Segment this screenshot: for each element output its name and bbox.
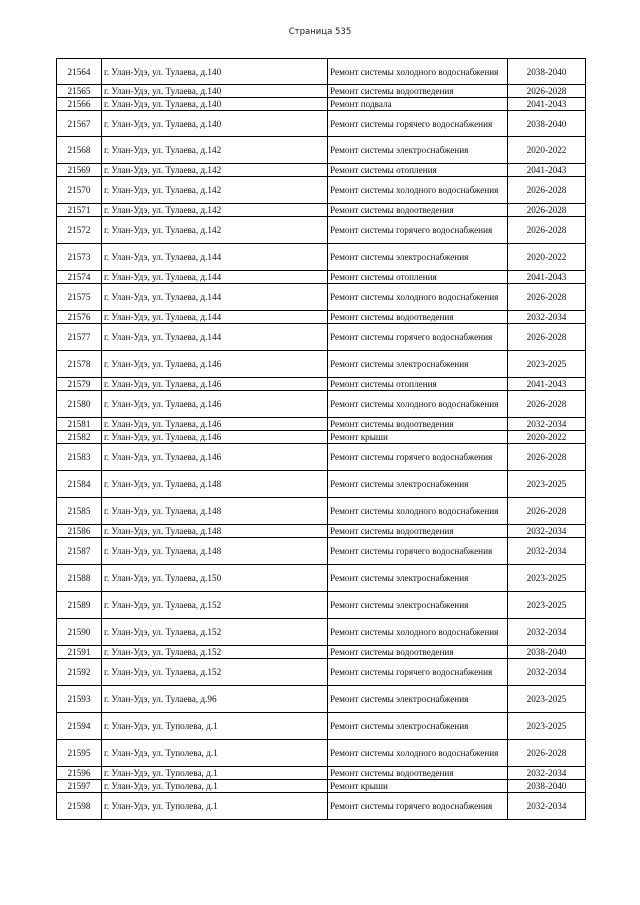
address-cell: г. Улан-Удэ, ул. Тулаева, д.146 xyxy=(102,431,328,444)
period-cell: 2038-2040 xyxy=(508,780,586,793)
address-cell: г. Улан-Удэ, ул. Туполева, д.1 xyxy=(102,740,328,767)
address-cell: г. Улан-Удэ, ул. Тулаева, д.144 xyxy=(102,311,328,324)
period-cell: 2026-2028 xyxy=(508,204,586,217)
address-cell: г. Улан-Удэ, ул. Тулаева, д.146 xyxy=(102,391,328,418)
period-cell: 2020-2022 xyxy=(508,137,586,164)
table-row xyxy=(57,686,586,713)
row-id-cell: 21564 xyxy=(57,59,102,85)
row-id-cell: 21567 xyxy=(57,111,102,137)
address-cell: г. Улан-Удэ, ул. Тулаева, д.146 xyxy=(102,444,328,471)
period-cell: 2026-2028 xyxy=(508,444,586,471)
work-type-cell: Ремонт системы водоотведения xyxy=(328,311,508,324)
row-id-cell: 21582 xyxy=(57,431,102,444)
address-cell: г. Улан-Удэ, ул. Тулаева, д.144 xyxy=(102,284,328,311)
address-cell: г. Улан-Удэ, ул. Тулаева, д.96 xyxy=(102,686,328,713)
table-row xyxy=(57,177,586,204)
page-header: Страница 535 xyxy=(288,27,352,37)
period-cell: 2026-2028 xyxy=(508,217,586,244)
address-cell: г. Улан-Удэ, ул. Тулаева, д.140 xyxy=(102,85,328,98)
period-cell: 2026-2028 xyxy=(508,391,586,418)
row-id-cell: 21575 xyxy=(57,284,102,311)
work-type-cell: Ремонт системы электроснабжения xyxy=(328,137,508,164)
work-type-cell: Ремонт системы водоотведения xyxy=(328,204,508,217)
row-id-cell: 21570 xyxy=(57,177,102,204)
table-row xyxy=(57,378,586,391)
row-id-cell: 21592 xyxy=(57,659,102,686)
work-type-cell: Ремонт системы холодного водоснабжения xyxy=(328,619,508,646)
period-cell: 2023-2025 xyxy=(508,471,586,498)
address-cell: г. Улан-Удэ, ул. Тулаева, д.144 xyxy=(102,244,328,271)
address-cell: г. Улан-Удэ, ул. Тулаева, д.152 xyxy=(102,659,328,686)
period-cell: 2023-2025 xyxy=(508,592,586,619)
work-type-cell: Ремонт системы водоотведения xyxy=(328,525,508,538)
row-id-cell: 21598 xyxy=(57,793,102,820)
table-row xyxy=(57,271,586,284)
address-cell: г. Улан-Удэ, ул. Тулаева, д.152 xyxy=(102,646,328,659)
work-type-cell: Ремонт системы отопления xyxy=(328,378,508,391)
work-type-cell: Ремонт системы электроснабжения xyxy=(328,713,508,740)
work-type-cell: Ремонт системы холодного водоснабжения xyxy=(328,177,508,204)
address-cell: г. Улан-Удэ, ул. Тулаева, д.152 xyxy=(102,619,328,646)
work-type-cell: Ремонт системы холодного водоснабжения xyxy=(328,740,508,767)
table-row xyxy=(57,431,586,444)
address-cell: г. Улан-Удэ, ул. Тулаева, д.144 xyxy=(102,271,328,284)
row-id-cell: 21581 xyxy=(57,418,102,431)
work-type-cell: Ремонт системы холодного водоснабжения xyxy=(328,59,508,85)
address-cell: г. Улан-Удэ, ул. Тулаева, д.146 xyxy=(102,378,328,391)
row-id-cell: 21593 xyxy=(57,686,102,713)
period-cell: 2032-2034 xyxy=(508,418,586,431)
row-id-cell: 21565 xyxy=(57,85,102,98)
row-id-cell: 21594 xyxy=(57,713,102,740)
table-row xyxy=(57,284,586,311)
row-id-cell: 21578 xyxy=(57,351,102,378)
period-cell: 2026-2028 xyxy=(508,498,586,525)
row-id-cell: 21580 xyxy=(57,391,102,418)
table-row xyxy=(57,646,586,659)
table-row xyxy=(57,659,586,686)
row-id-cell: 21585 xyxy=(57,498,102,525)
row-id-cell: 21569 xyxy=(57,164,102,177)
period-cell: 2023-2025 xyxy=(508,565,586,592)
period-cell: 2038-2040 xyxy=(508,111,586,137)
table-row xyxy=(57,217,586,244)
work-type-cell: Ремонт системы холодного водоснабжения xyxy=(328,498,508,525)
address-cell: г. Улан-Удэ, ул. Тулаева, д.140 xyxy=(102,98,328,111)
address-cell: г. Улан-Удэ, ул. Туполева, д.1 xyxy=(102,767,328,780)
table-body xyxy=(57,59,586,820)
period-cell: 2032-2034 xyxy=(508,538,586,565)
period-cell: 2026-2028 xyxy=(508,177,586,204)
period-cell: 2032-2034 xyxy=(508,311,586,324)
work-type-cell: Ремонт системы водоотведения xyxy=(328,646,508,659)
table-row xyxy=(57,592,586,619)
table-row xyxy=(57,59,586,85)
repair-schedule-table xyxy=(56,58,586,820)
period-cell: 2038-2040 xyxy=(508,646,586,659)
period-cell: 2020-2022 xyxy=(508,431,586,444)
period-cell: 2026-2028 xyxy=(508,85,586,98)
table-row xyxy=(57,137,586,164)
row-id-cell: 21591 xyxy=(57,646,102,659)
work-type-cell: Ремонт системы электроснабжения xyxy=(328,244,508,271)
address-cell: г. Улан-Удэ, ул. Тулаева, д.148 xyxy=(102,525,328,538)
work-type-cell: Ремонт системы электроснабжения xyxy=(328,565,508,592)
address-cell: г. Улан-Удэ, ул. Тулаева, д.142 xyxy=(102,137,328,164)
address-cell: г. Улан-Удэ, ул. Тулаева, д.148 xyxy=(102,538,328,565)
row-id-cell: 21584 xyxy=(57,471,102,498)
table-row xyxy=(57,111,586,137)
address-cell: г. Улан-Удэ, ул. Тулаева, д.144 xyxy=(102,324,328,351)
period-cell: 2032-2034 xyxy=(508,659,586,686)
row-id-cell: 21597 xyxy=(57,780,102,793)
work-type-cell: Ремонт системы отопления xyxy=(328,164,508,177)
period-cell: 2041-2043 xyxy=(508,271,586,284)
table-row xyxy=(57,471,586,498)
row-id-cell: 21590 xyxy=(57,619,102,646)
work-type-cell: Ремонт крыши xyxy=(328,780,508,793)
period-cell: 2023-2025 xyxy=(508,713,586,740)
address-cell: г. Улан-Удэ, ул. Туполева, д.1 xyxy=(102,793,328,820)
table-row xyxy=(57,444,586,471)
row-id-cell: 21587 xyxy=(57,538,102,565)
period-cell: 2041-2043 xyxy=(508,378,586,391)
address-cell: г. Улан-Удэ, ул. Тулаева, д.140 xyxy=(102,59,328,85)
row-id-cell: 21583 xyxy=(57,444,102,471)
work-type-cell: Ремонт системы горячего водоснабжения xyxy=(328,324,508,351)
table-row xyxy=(57,565,586,592)
work-type-cell: Ремонт системы горячего водоснабжения xyxy=(328,793,508,820)
work-type-cell: Ремонт системы горячего водоснабжения xyxy=(328,444,508,471)
work-type-cell: Ремонт системы горячего водоснабжения xyxy=(328,217,508,244)
address-cell: г. Улан-Удэ, ул. Тулаева, д.142 xyxy=(102,164,328,177)
work-type-cell: Ремонт системы горячего водоснабжения xyxy=(328,538,508,565)
period-cell: 2032-2034 xyxy=(508,619,586,646)
period-cell: 2041-2043 xyxy=(508,98,586,111)
period-cell: 2032-2034 xyxy=(508,793,586,820)
row-id-cell: 21589 xyxy=(57,592,102,619)
table-row xyxy=(57,244,586,271)
address-cell: г. Улан-Удэ, ул. Туполева, д.1 xyxy=(102,713,328,740)
address-cell: г. Улан-Удэ, ул. Туполева, д.1 xyxy=(102,780,328,793)
table-row xyxy=(57,713,586,740)
row-id-cell: 21595 xyxy=(57,740,102,767)
table-row xyxy=(57,780,586,793)
table-row xyxy=(57,793,586,820)
row-id-cell: 21574 xyxy=(57,271,102,284)
row-id-cell: 21588 xyxy=(57,565,102,592)
work-type-cell: Ремонт системы электроснабжения xyxy=(328,471,508,498)
address-cell: г. Улан-Удэ, ул. Тулаева, д.150 xyxy=(102,565,328,592)
row-id-cell: 21586 xyxy=(57,525,102,538)
row-id-cell: 21566 xyxy=(57,98,102,111)
table-row xyxy=(57,525,586,538)
table-row xyxy=(57,324,586,351)
address-cell: г. Улан-Удэ, ул. Тулаева, д.148 xyxy=(102,498,328,525)
work-type-cell: Ремонт подвала xyxy=(328,98,508,111)
work-type-cell: Ремонт системы водоотведения xyxy=(328,418,508,431)
period-cell: 2026-2028 xyxy=(508,324,586,351)
work-type-cell: Ремонт системы электроснабжения xyxy=(328,351,508,378)
work-type-cell: Ремонт системы электроснабжения xyxy=(328,592,508,619)
table-row xyxy=(57,418,586,431)
period-cell: 2026-2028 xyxy=(508,284,586,311)
row-id-cell: 21568 xyxy=(57,137,102,164)
table-row xyxy=(57,204,586,217)
work-type-cell: Ремонт системы горячего водоснабжения xyxy=(328,659,508,686)
address-cell: г. Улан-Удэ, ул. Тулаева, д.152 xyxy=(102,592,328,619)
period-cell: 2041-2043 xyxy=(508,164,586,177)
address-cell: г. Улан-Удэ, ул. Тулаева, д.142 xyxy=(102,204,328,217)
table-row xyxy=(57,538,586,565)
table-row xyxy=(57,619,586,646)
period-cell: 2026-2028 xyxy=(508,740,586,767)
table-row xyxy=(57,98,586,111)
row-id-cell: 21572 xyxy=(57,217,102,244)
row-id-cell: 21596 xyxy=(57,767,102,780)
work-type-cell: Ремонт системы холодного водоснабжения xyxy=(328,284,508,311)
table-row xyxy=(57,498,586,525)
address-cell: г. Улан-Удэ, ул. Тулаева, д.146 xyxy=(102,418,328,431)
period-cell: 2023-2025 xyxy=(508,686,586,713)
period-cell: 2032-2034 xyxy=(508,767,586,780)
table-row xyxy=(57,351,586,378)
table-row xyxy=(57,740,586,767)
address-cell: г. Улан-Удэ, ул. Тулаева, д.146 xyxy=(102,351,328,378)
address-cell: г. Улан-Удэ, ул. Тулаева, д.142 xyxy=(102,217,328,244)
table-row xyxy=(57,311,586,324)
address-cell: г. Улан-Удэ, ул. Тулаева, д.148 xyxy=(102,471,328,498)
table-row xyxy=(57,85,586,98)
row-id-cell: 21573 xyxy=(57,244,102,271)
period-cell: 2023-2025 xyxy=(508,351,586,378)
work-type-cell: Ремонт системы горячего водоснабжения xyxy=(328,111,508,137)
work-type-cell: Ремонт системы водоотведения xyxy=(328,767,508,780)
row-id-cell: 21577 xyxy=(57,324,102,351)
work-type-cell: Ремонт системы холодного водоснабжения xyxy=(328,391,508,418)
period-cell: 2038-2040 xyxy=(508,59,586,85)
table-row xyxy=(57,164,586,177)
row-id-cell: 21571 xyxy=(57,204,102,217)
period-cell: 2020-2022 xyxy=(508,244,586,271)
row-id-cell: 21576 xyxy=(57,311,102,324)
work-type-cell: Ремонт системы водоотведения xyxy=(328,85,508,98)
row-id-cell: 21579 xyxy=(57,378,102,391)
table-row xyxy=(57,391,586,418)
work-type-cell: Ремонт крыши xyxy=(328,431,508,444)
address-cell: г. Улан-Удэ, ул. Тулаева, д.140 xyxy=(102,111,328,137)
work-type-cell: Ремонт системы отопления xyxy=(328,271,508,284)
table-row xyxy=(57,767,586,780)
period-cell: 2032-2034 xyxy=(508,525,586,538)
address-cell: г. Улан-Удэ, ул. Тулаева, д.142 xyxy=(102,177,328,204)
work-type-cell: Ремонт системы электроснабжения xyxy=(328,686,508,713)
